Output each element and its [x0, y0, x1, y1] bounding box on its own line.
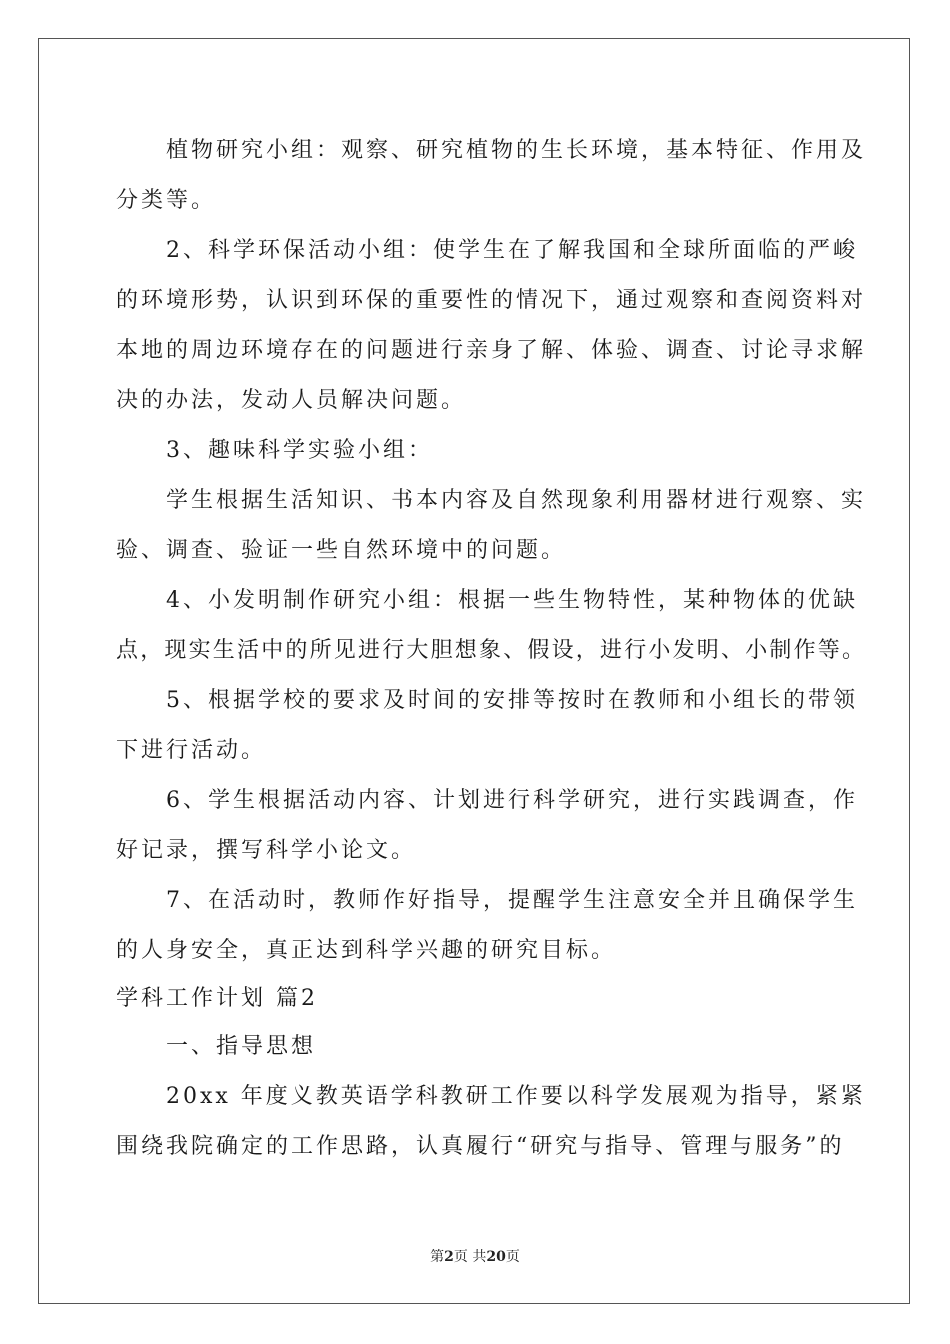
- footer-suffix: 页: [505, 1249, 520, 1265]
- paragraph-line: 决的办法，发动人员解决问题。: [116, 388, 467, 413]
- footer-prefix: 第: [430, 1249, 445, 1265]
- paragraph-line: 3、趣味科学实验小组：: [166, 438, 433, 463]
- paragraph-line: 围绕我院确定的工作思路，认真履行“研究与指导、管理与服务”的: [116, 1134, 845, 1159]
- paragraph-line: 的人身安全，真正达到科学兴趣的研究目标。: [116, 938, 617, 963]
- paragraph-line: 学生根据生活知识、书本内容及自然现象利用器材进行观察、实: [166, 488, 867, 513]
- paragraph-line: 下进行活动。: [116, 738, 267, 763]
- paragraph-line: 点，现实生活中的所见进行大胆想象、假设，进行小发明、小制作等。: [116, 638, 867, 663]
- sub-heading: 一、指导思想: [166, 1034, 317, 1059]
- paragraph-line: 4、小发明制作研究小组：根据一些生物特性，某种物体的优缺: [166, 588, 858, 613]
- page-footer: [0, 1246, 950, 1266]
- paragraph-line: 6、学生根据活动内容、计划进行科学研究，进行实践调查，作: [166, 788, 858, 813]
- paragraph-line: 本地的周边环境存在的问题进行亲身了解、体验、调查、讨论寻求解: [116, 338, 867, 363]
- section-heading: 学科工作计划 篇2: [116, 986, 318, 1011]
- paragraph-line: 20xx 年度义教英语学科教研工作要以科学发展观为指导，紧紧: [166, 1084, 866, 1109]
- paragraph-line: 验、调查、验证一些自然环境中的问题。: [116, 538, 567, 563]
- paragraph-line: 7、在活动时，教师作好指导，提醒学生注意安全并且确保学生: [166, 888, 858, 913]
- footer-total-pages: 20: [486, 1249, 506, 1265]
- paragraph-line: 植物研究小组：观察、研究植物的生长环境，基本特征、作用及: [166, 138, 867, 163]
- paragraph-line: 5、根据学校的要求及时间的安排等按时在教师和小组长的带领: [166, 688, 858, 713]
- footer-page-number: 2: [444, 1249, 454, 1265]
- paragraph-line: 2、科学环保活动小组：使学生在了解我国和全球所面临的严峻: [166, 238, 858, 263]
- paragraph-line: 的环境形势，认识到环保的重要性的情况下，通过观察和查阅资料对: [116, 288, 867, 313]
- paragraph-line: 分类等。: [116, 188, 217, 213]
- document-body: [116, 126, 867, 1172]
- paragraph-line: 好记录，撰写科学小论文。: [116, 838, 417, 863]
- footer-mid: 页 共: [453, 1249, 487, 1265]
